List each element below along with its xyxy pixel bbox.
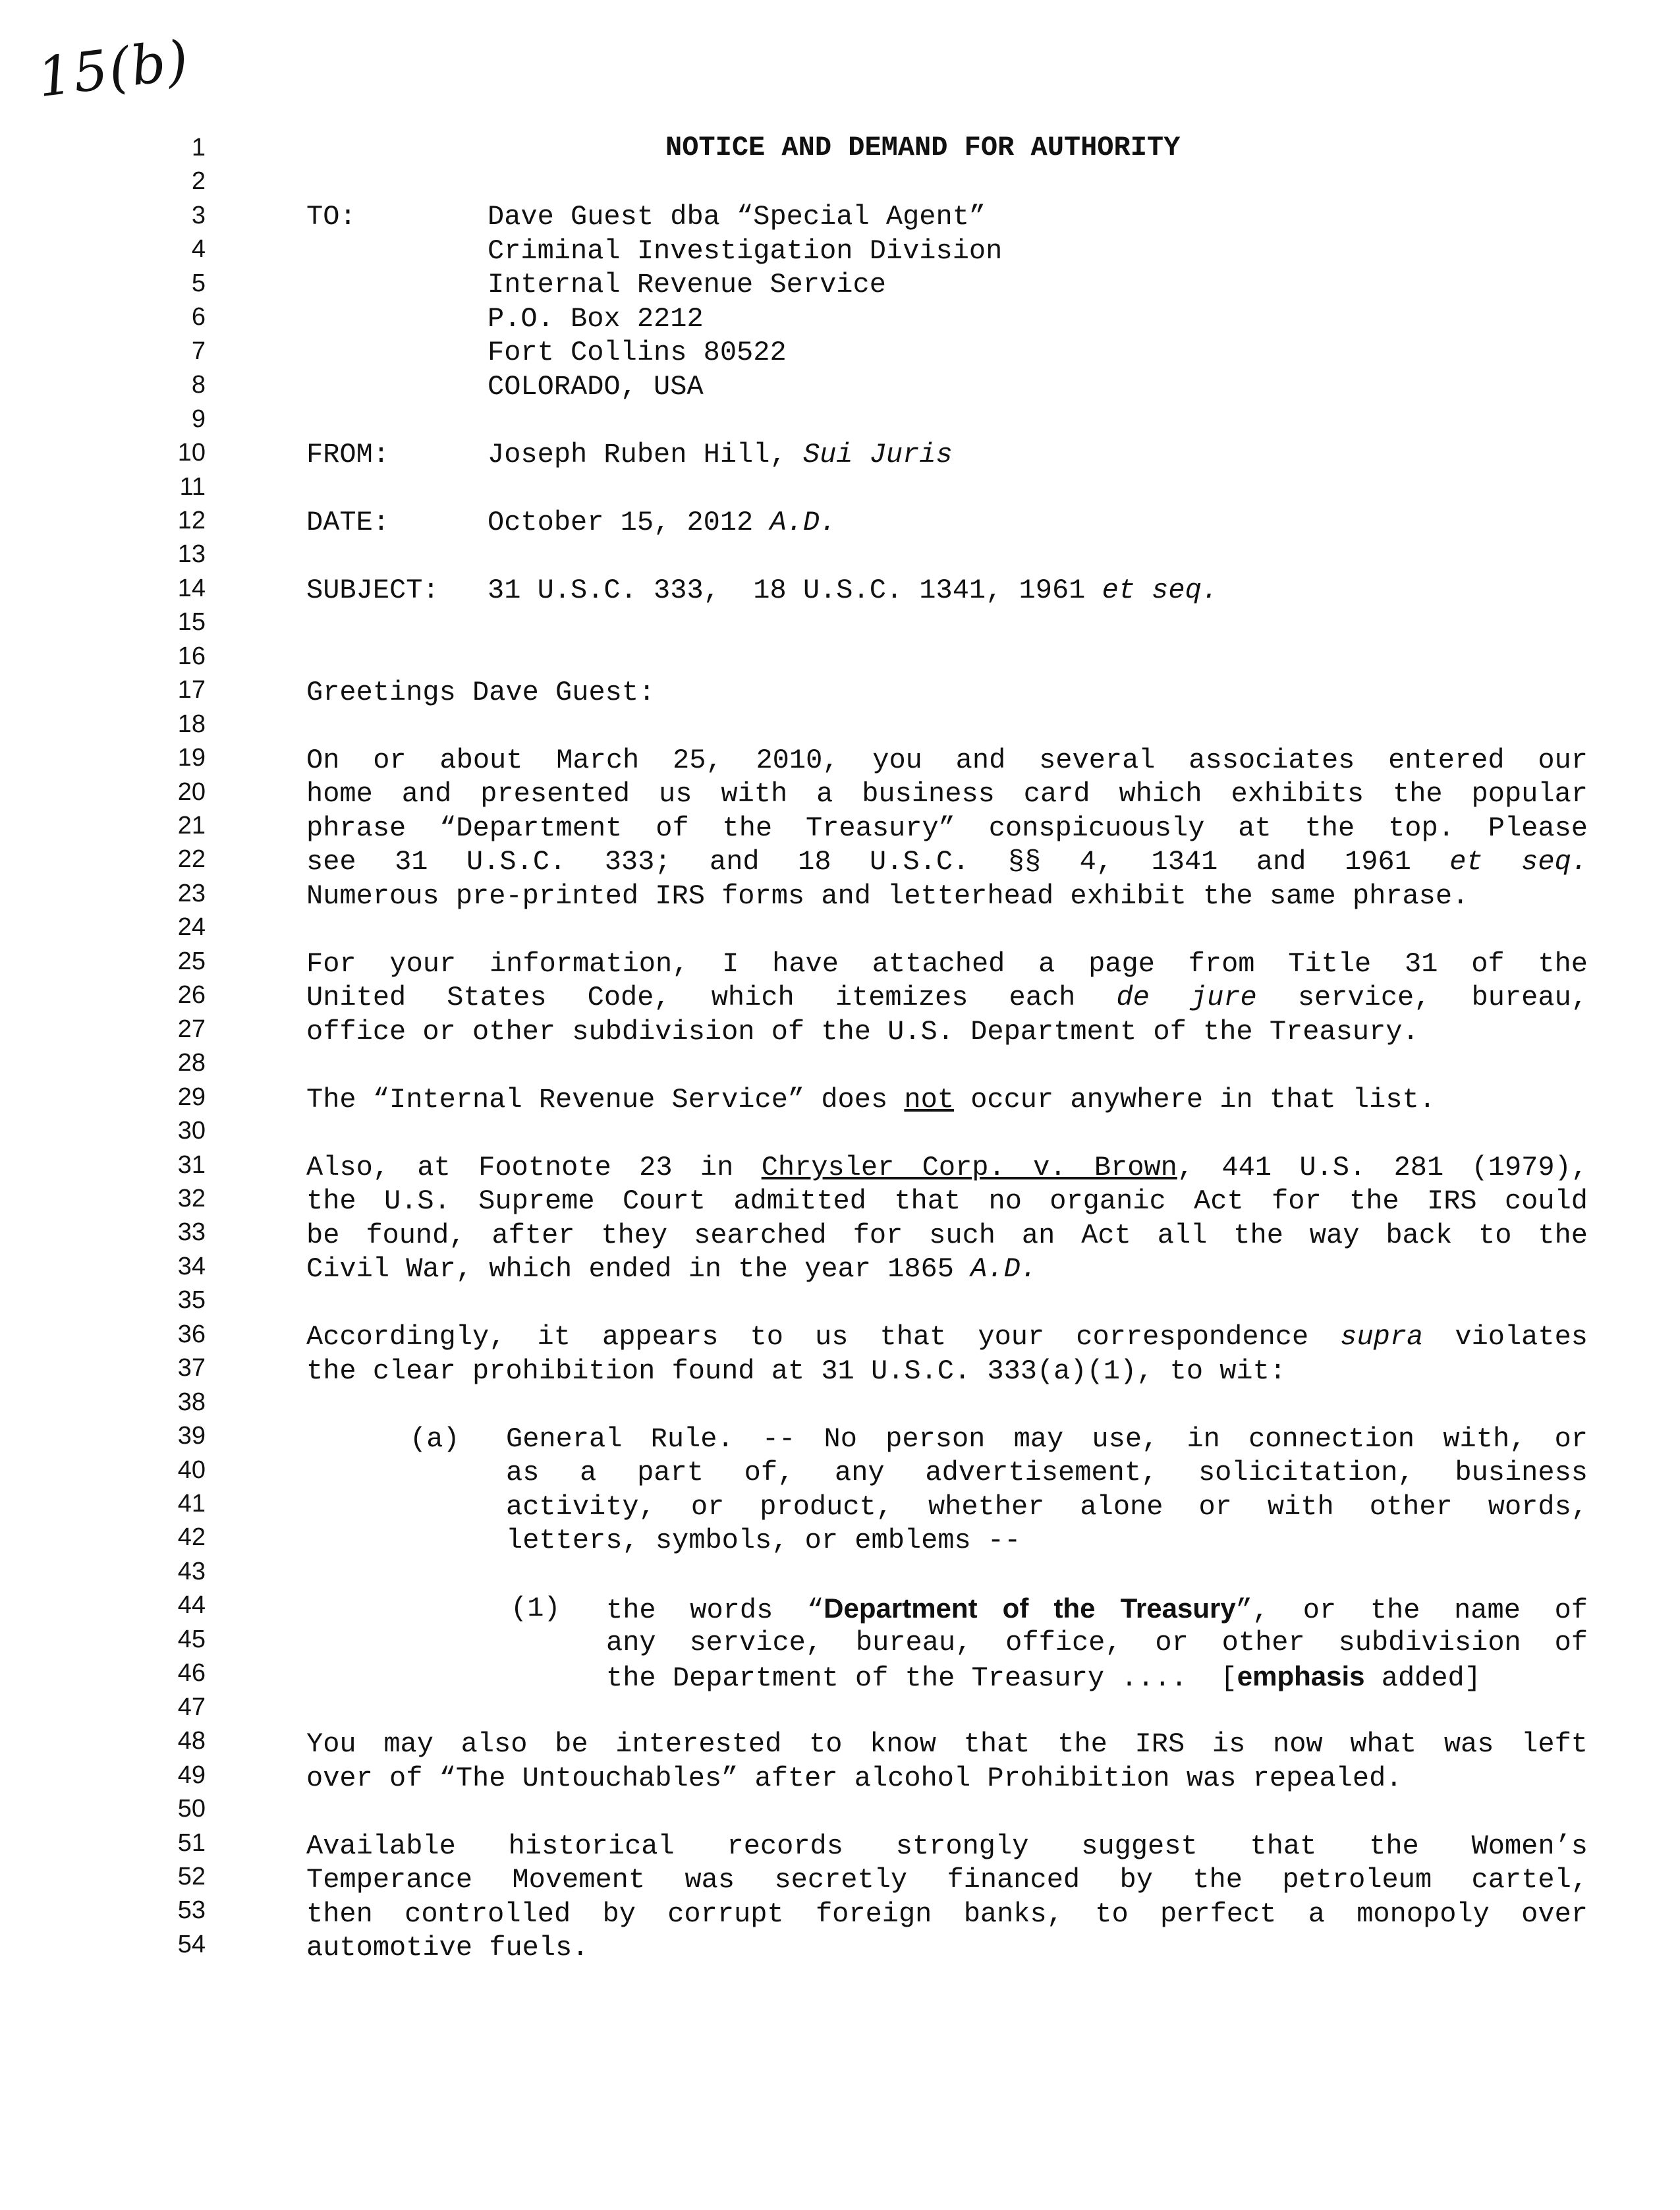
subject-label: SUBJECT: <box>306 575 439 606</box>
quote-line <box>606 1660 1481 1694</box>
line-number: 51 <box>177 1829 206 1857</box>
line-number: 8 <box>191 371 206 399</box>
line-number: 18 <box>177 710 206 738</box>
line-number: 28 <box>177 1049 206 1077</box>
date-era: A.D. <box>770 507 837 538</box>
bold-phrase: Department of the Treasury <box>824 1593 1236 1624</box>
date-row <box>306 507 836 538</box>
line-number: 3 <box>191 202 206 229</box>
line-number: 23 <box>177 880 206 907</box>
line-number: 38 <box>177 1388 206 1416</box>
bold-phrase: emphasis <box>1237 1660 1365 1691</box>
paragraph-line: You may also be interested to know that the IRS is now what was left <box>306 1728 1588 1760</box>
paragraph-line: office or other subdivision of the U.S. Department of the Treasury. <box>306 1016 1419 1048</box>
paragraph-line: Temperance Movement was secretly financed by the petroleum cartel, <box>306 1864 1588 1896</box>
line-number: 41 <box>177 1490 206 1517</box>
line-number: 24 <box>177 913 206 941</box>
quote-line: letters, symbols, or emblems -- <box>506 1525 1021 1556</box>
to-recipient-line: Dave Guest dba “Special Agent” <box>488 201 986 233</box>
underlined-word: not <box>904 1084 954 1116</box>
line-number: 15 <box>177 608 206 636</box>
line-number: 54 <box>177 1931 206 1958</box>
date-label: DATE: <box>306 507 390 538</box>
line-number: 13 <box>177 540 206 568</box>
line-number: 50 <box>177 1795 206 1823</box>
from-status: Sui Juris <box>802 439 953 470</box>
quote-line: as a part of, any advertisement, solicitation, business <box>506 1457 1588 1488</box>
line-number: 1 <box>191 134 206 161</box>
paragraph-line <box>306 1321 1588 1353</box>
date-value: October 15, 2012 <box>488 507 770 538</box>
italic-term: supra <box>1340 1321 1424 1353</box>
line-number: 22 <box>177 845 206 873</box>
paragraph-line: Available historical records strongly suggest that the Women’s <box>306 1830 1588 1862</box>
text-span: ”, or the name of <box>1235 1595 1588 1626</box>
text-span: occur anywhere in that list. <box>953 1084 1436 1116</box>
subject-suffix: et seq. <box>1102 575 1218 606</box>
line-number: 32 <box>177 1185 206 1212</box>
line-number: 27 <box>177 1015 206 1043</box>
paragraph-line: For your information, I have attached a page from Title 31 of the <box>306 948 1588 980</box>
paragraph-line <box>306 1084 1436 1116</box>
case-citation: Chrysler Corp. v. Brown <box>761 1152 1177 1183</box>
line-number: 12 <box>177 507 206 534</box>
line-number: 11 <box>179 473 206 501</box>
quote-line: activity, or product, whether alone or with other words, <box>506 1491 1588 1523</box>
line-number: 43 <box>177 1558 206 1585</box>
quote-marker: (a) <box>410 1423 460 1455</box>
handwritten-annotation: 15(b) <box>34 28 193 110</box>
to-address-line: COLORADO, USA <box>488 371 704 403</box>
line-number: 39 <box>177 1422 206 1450</box>
line-number: 29 <box>177 1083 206 1111</box>
text-span: Accordingly, it appears to us that your correspondence <box>306 1321 1341 1353</box>
line-number: 42 <box>177 1523 206 1551</box>
line-number: 21 <box>177 812 206 839</box>
quote-line <box>606 1593 1588 1626</box>
paragraph-line: home and presented us with a business card which exhibits the popular <box>306 778 1588 810</box>
to-address-line: Internal Revenue Service <box>488 269 886 300</box>
paragraph-line: phrase “Department of the Treasury” conspicuously at the top. Please <box>306 812 1588 844</box>
quote-line: any service, bureau, office, or other subdivision of <box>606 1627 1588 1658</box>
paragraph-line: over of “The Untouchables” after alcohol Prohibition was repealed. <box>306 1763 1403 1794</box>
line-number: 19 <box>177 744 206 772</box>
from-row <box>306 439 953 470</box>
citation-text: see 31 U.S.C. 333; and 18 U.S.C. §§ 4, 1341 and 1961 <box>306 846 1450 878</box>
text-span: The “Internal Revenue Service” does <box>306 1084 905 1116</box>
line-number: 53 <box>177 1896 206 1924</box>
subject-row <box>306 575 1218 606</box>
line-number: 31 <box>177 1151 206 1179</box>
line-number: 49 <box>177 1761 206 1789</box>
paragraph-line: Numerous pre-printed IRS forms and letterhead exhibit the same phrase. <box>306 880 1469 912</box>
quote-line: General Rule. -- No person may use, in connection with, or <box>506 1423 1588 1455</box>
line-number: 47 <box>177 1693 206 1721</box>
line-number: 4 <box>191 235 206 263</box>
line-number: 40 <box>177 1456 206 1484</box>
paragraph-line <box>306 846 1588 878</box>
italic-term: de jure <box>1116 982 1257 1013</box>
text-span: the Department of the Treasury .... [ <box>606 1662 1237 1694</box>
line-number: 44 <box>177 1591 206 1619</box>
from-label: FROM: <box>306 439 390 470</box>
line-number: 48 <box>177 1727 206 1755</box>
paragraph-line: the U.S. Supreme Court admitted that no organic Act for the IRS could <box>306 1185 1588 1217</box>
line-number: 6 <box>191 303 206 331</box>
paragraph-line: On or about March 25, 2010, you and several associates entered our <box>306 745 1588 776</box>
line-number: 45 <box>177 1626 206 1653</box>
greeting: Greetings Dave Guest: <box>306 677 656 708</box>
text-span: service, bureau, <box>1256 982 1588 1013</box>
to-address-line: Criminal Investigation Division <box>488 235 1003 267</box>
text-span: Also, at Footnote 23 in <box>306 1152 762 1183</box>
paragraph-line: be found, after they searched for such an Act all the way back to the <box>306 1220 1588 1251</box>
to-address-line: P.O. Box 2212 <box>488 303 704 335</box>
quote-marker: (1) <box>511 1593 561 1624</box>
line-number: 37 <box>177 1354 206 1382</box>
subject-value: 31 U.S.C. 333, 18 U.S.C. 1341, 1961 <box>488 575 1102 606</box>
line-number: 5 <box>191 269 206 297</box>
to-address-line: Fort Collins 80522 <box>488 337 787 368</box>
line-number: 35 <box>177 1286 206 1314</box>
text-span: Civil War, which ended in the year 1865 <box>306 1253 971 1285</box>
italic-era: A.D. <box>970 1253 1037 1285</box>
from-name: Joseph Ruben Hill, <box>488 439 803 470</box>
document-title: NOTICE AND DEMAND FOR AUTHORITY <box>665 132 1181 163</box>
citation-italic: et seq. <box>1449 846 1588 878</box>
paragraph-line: the clear prohibition found at 31 U.S.C. 333(a)(1), to wit: <box>306 1355 1287 1387</box>
paragraph-line: automotive fuels. <box>306 1932 589 1964</box>
text-span: violates <box>1423 1321 1588 1353</box>
to-row <box>306 201 986 233</box>
text-span: the words “ <box>606 1595 824 1626</box>
line-number: 14 <box>177 575 206 602</box>
line-number: 46 <box>177 1659 206 1687</box>
line-number: 2 <box>191 167 206 195</box>
line-number: 52 <box>177 1863 206 1890</box>
text-span: , 441 U.S. 281 (1979), <box>1177 1152 1588 1183</box>
line-number: 26 <box>177 981 206 1009</box>
text-span: United States Code, which itemizes each <box>306 982 1117 1013</box>
text-span: added] <box>1364 1662 1481 1694</box>
paragraph-line: then controlled by corrupt foreign banks, to perfect a monopoly over <box>306 1898 1588 1930</box>
line-number: 10 <box>177 439 206 467</box>
line-number: 36 <box>177 1320 206 1348</box>
line-number: 33 <box>177 1218 206 1246</box>
line-number: 16 <box>177 642 206 670</box>
line-number: 17 <box>177 676 206 704</box>
to-label: TO: <box>306 201 356 233</box>
paragraph-line <box>306 1152 1588 1183</box>
line-number: 9 <box>191 405 206 433</box>
line-number: 20 <box>177 778 206 806</box>
line-number: 7 <box>191 337 206 365</box>
line-number: 25 <box>177 948 206 975</box>
line-number: 30 <box>177 1117 206 1145</box>
paragraph-line <box>306 982 1588 1013</box>
line-number: 34 <box>177 1253 206 1280</box>
paragraph-line <box>306 1253 1037 1285</box>
